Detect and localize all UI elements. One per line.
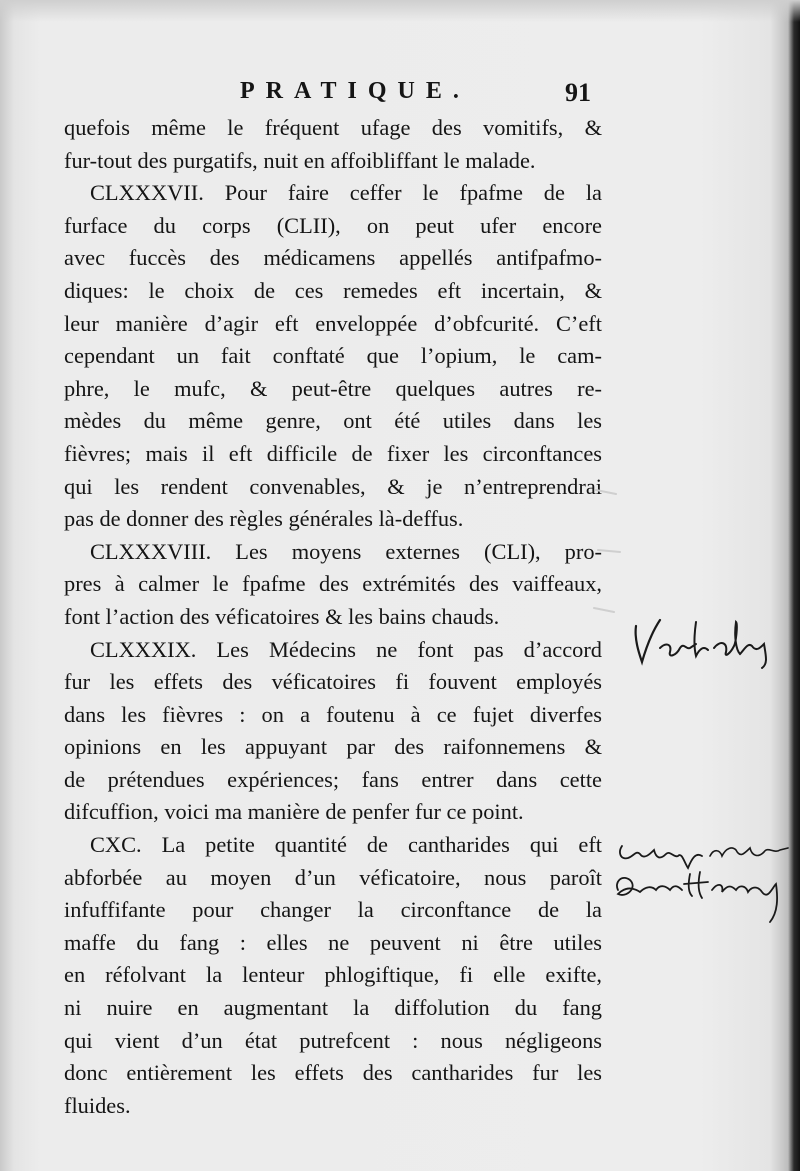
text-line: leur manière d’agir eft enveloppée d’obfcurité. C’eft [64, 310, 602, 336]
page-header [0, 78, 800, 114]
text-line: fur-tout des purgatifs, nuit en affoibliffant le malade. [64, 147, 536, 173]
text-line: fluides. [64, 1092, 131, 1118]
text-line: infuffifante pour changer la circonftance de la [64, 897, 602, 923]
running-head: PRATIQUE. [240, 78, 470, 104]
text-line: difcuffion, voici ma manière de penfer fur ce point. [64, 799, 524, 825]
text-line: pas de donner des règles générales là-deffus. [64, 506, 464, 532]
section-heading-line: CLXXXVIII. Les moyens externes (CLI), pro- [90, 538, 602, 564]
section-heading-line: CLXXXIX. Les Médecins ne font pas d’accord [90, 636, 602, 662]
text-line: maffe du fang : elles ne peuvent ni être utiles [64, 929, 602, 955]
handwritten-margin-note [612, 828, 792, 938]
text-line: diques: le choix de ces remedes eft incertain, & [64, 277, 602, 303]
text-line: furface du corps (CLII), on peut ufer encore [64, 212, 602, 238]
text-line: mèdes du même genre, ont été utiles dans les [64, 408, 602, 434]
text-line: font l’action des véficatoires & les bains chauds. [64, 603, 500, 629]
text-line: phre, le mufc, & peut-être quelques autres re- [64, 375, 602, 401]
text-line: donc entièrement les effets des cantharides fur les [64, 1060, 602, 1086]
text-line: cependant un fait conftaté que l’opium, le cam- [64, 343, 602, 369]
text-line: qui vient d’un état putrefcent : nous négligeons [64, 1027, 602, 1053]
text-line: qui les rendent convenables, & je n’entreprendrai [64, 473, 602, 499]
handwritten-margin-note [630, 612, 780, 670]
text-line: de prétendues expériences; fans entrer dans cette [64, 766, 602, 792]
section-heading-line: CLXXXVII. Pour faire ceffer le fpafme de la [90, 180, 602, 206]
text-line: avec fuccès des médicamens appellés antifpafmo- [64, 245, 602, 271]
text-line: fur les effets des véficatoires fi fouvent employés [64, 669, 602, 695]
text-line: dans les fièvres : on a foutenu à ce fujet diverfes [64, 701, 602, 727]
text-line: ni nuire en augmentant la diffolution du fang [64, 995, 602, 1021]
text-body [64, 112, 602, 1122]
text-line: abforbée au moyen d’un véficatoire, nous paroît [64, 864, 602, 890]
text-line: fièvres; mais il eft difficile de fixer les circonftances [64, 440, 602, 466]
text-line: en réfolvant la lenteur phlogiftique, fi elle exifte, [64, 962, 602, 988]
section-heading-line: CXC. La petite quantité de cantharides qui eft [90, 832, 602, 858]
page-number: 91 [565, 78, 591, 107]
text-line: pres à calmer le fpafme des extrémités des vaiffeaux, [64, 571, 602, 597]
text-line: quefois même le fréquent ufage des vomitifs, & [64, 115, 602, 140]
text-line: opinions en les appuyant par des raifonnemens & [64, 734, 602, 760]
